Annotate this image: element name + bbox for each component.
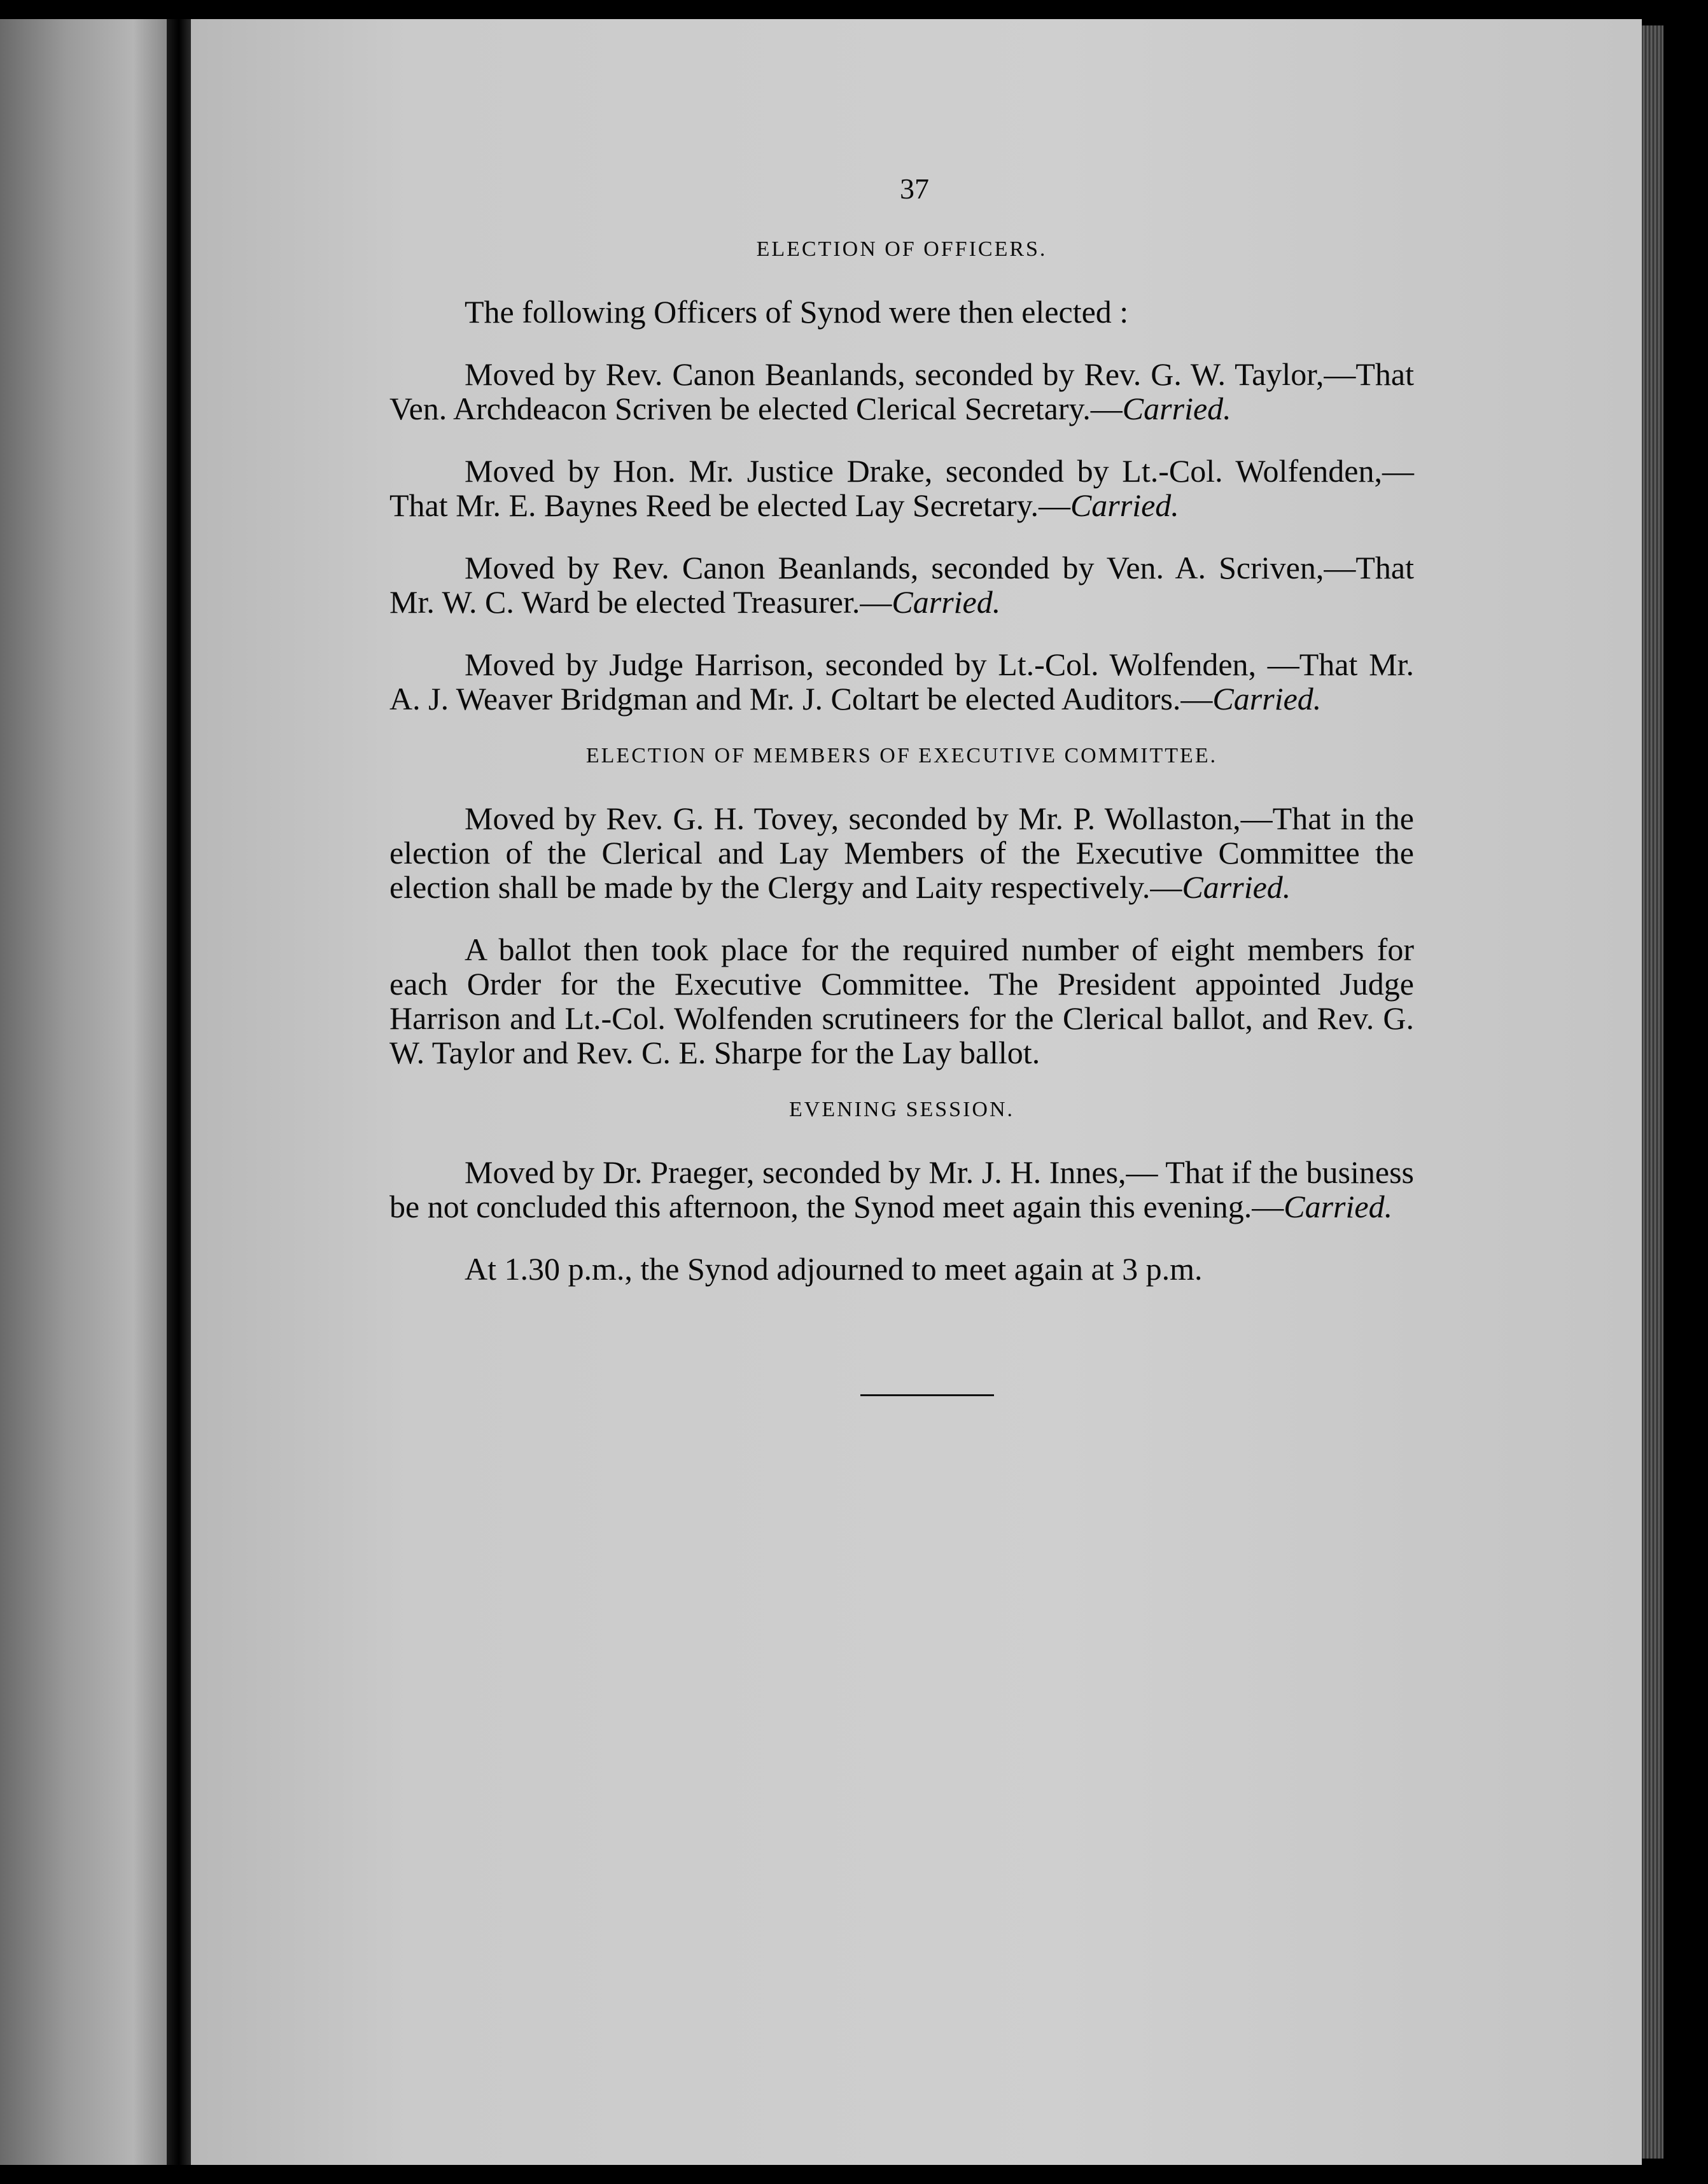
page-text — [389, 172, 1414, 1396]
heading-evening-session: EVENING SESSION. — [789, 1098, 1014, 1121]
motion-clerical-secretary — [389, 357, 1414, 426]
motion-text: Moved by Rev. Canon Beanlands, seconded by Ven. A. Scriven,—That Mr. W. C. Ward be elected Treasurer.— — [389, 550, 1414, 620]
carried-label: Carried. — [1182, 869, 1291, 905]
heading-executive-committee: ELECTION OF MEMBERS OF EXECUTIVE COMMITTEE. — [585, 744, 1218, 767]
facing-page-edge — [0, 19, 167, 2165]
motion-text: Moved by Rev. Canon Beanlands, seconded by Rev. G. W. Taylor,—That Ven. Archdeacon Scriven be elected Clerical Secretary.— — [389, 356, 1414, 426]
book-gutter — [167, 19, 191, 2165]
paragraph-intro: The following Officers of Synod were then elected : — [465, 294, 1129, 330]
motion-election-method — [389, 801, 1414, 904]
paragraph-adjournment: At 1.30 p.m., the Synod adjourned to meet again at 3 p.m. — [465, 1251, 1203, 1287]
paragraph-ballot: A ballot then took place for the required number of eight members for each Order for the Executive Committee. The President appointed Judge Harrison and Lt.-Col. Wolfenden scrutineers for the Clerical ballot, and Rev. G. W. Taylor and Rev. C. E. Sharpe for the Lay ballot. — [389, 932, 1414, 1070]
motion-treasurer — [389, 550, 1414, 619]
page-stack-edge — [1642, 25, 1663, 2159]
carried-label: Carried. — [892, 584, 1001, 620]
section-rule — [860, 1394, 994, 1396]
motion-auditors — [389, 647, 1414, 716]
motion-text: Moved by Hon. Mr. Justice Drake, seconded by Lt.-Col. Wolfenden,—That Mr. E. Baynes Reed be elected Lay Secretary.— — [389, 453, 1414, 523]
page-number: 37 — [900, 172, 929, 205]
heading-election-of-officers: ELECTION OF OFFICERS. — [756, 237, 1047, 261]
carried-label: Carried. — [1212, 681, 1322, 717]
carried-label: Carried. — [1070, 487, 1179, 523]
motion-lay-secretary — [389, 454, 1414, 522]
motion-evening-meeting — [389, 1155, 1414, 1224]
motion-text: Moved by Judge Harrison, seconded by Lt.-Col. Wolfenden, —That Mr. A. J. Weaver Bridgman and Mr. J. Coltart be elected Auditors.— — [389, 647, 1414, 717]
motion-text: Moved by Dr. Praeger, seconded by Mr. J. H. Innes,— That if the business be not concluded this afternoon, the Synod meet again this evening.— — [389, 1154, 1414, 1224]
carried-label: Carried. — [1122, 391, 1231, 426]
motion-text: Moved by Rev. G. H. Tovey, seconded by Mr. P. Wollaston,—That in the election of the Clerical and Lay Members of the Executive Committee the election shall be made by the Clergy and Laity respectively.— — [389, 801, 1414, 905]
carried-label: Carried. — [1284, 1189, 1393, 1224]
